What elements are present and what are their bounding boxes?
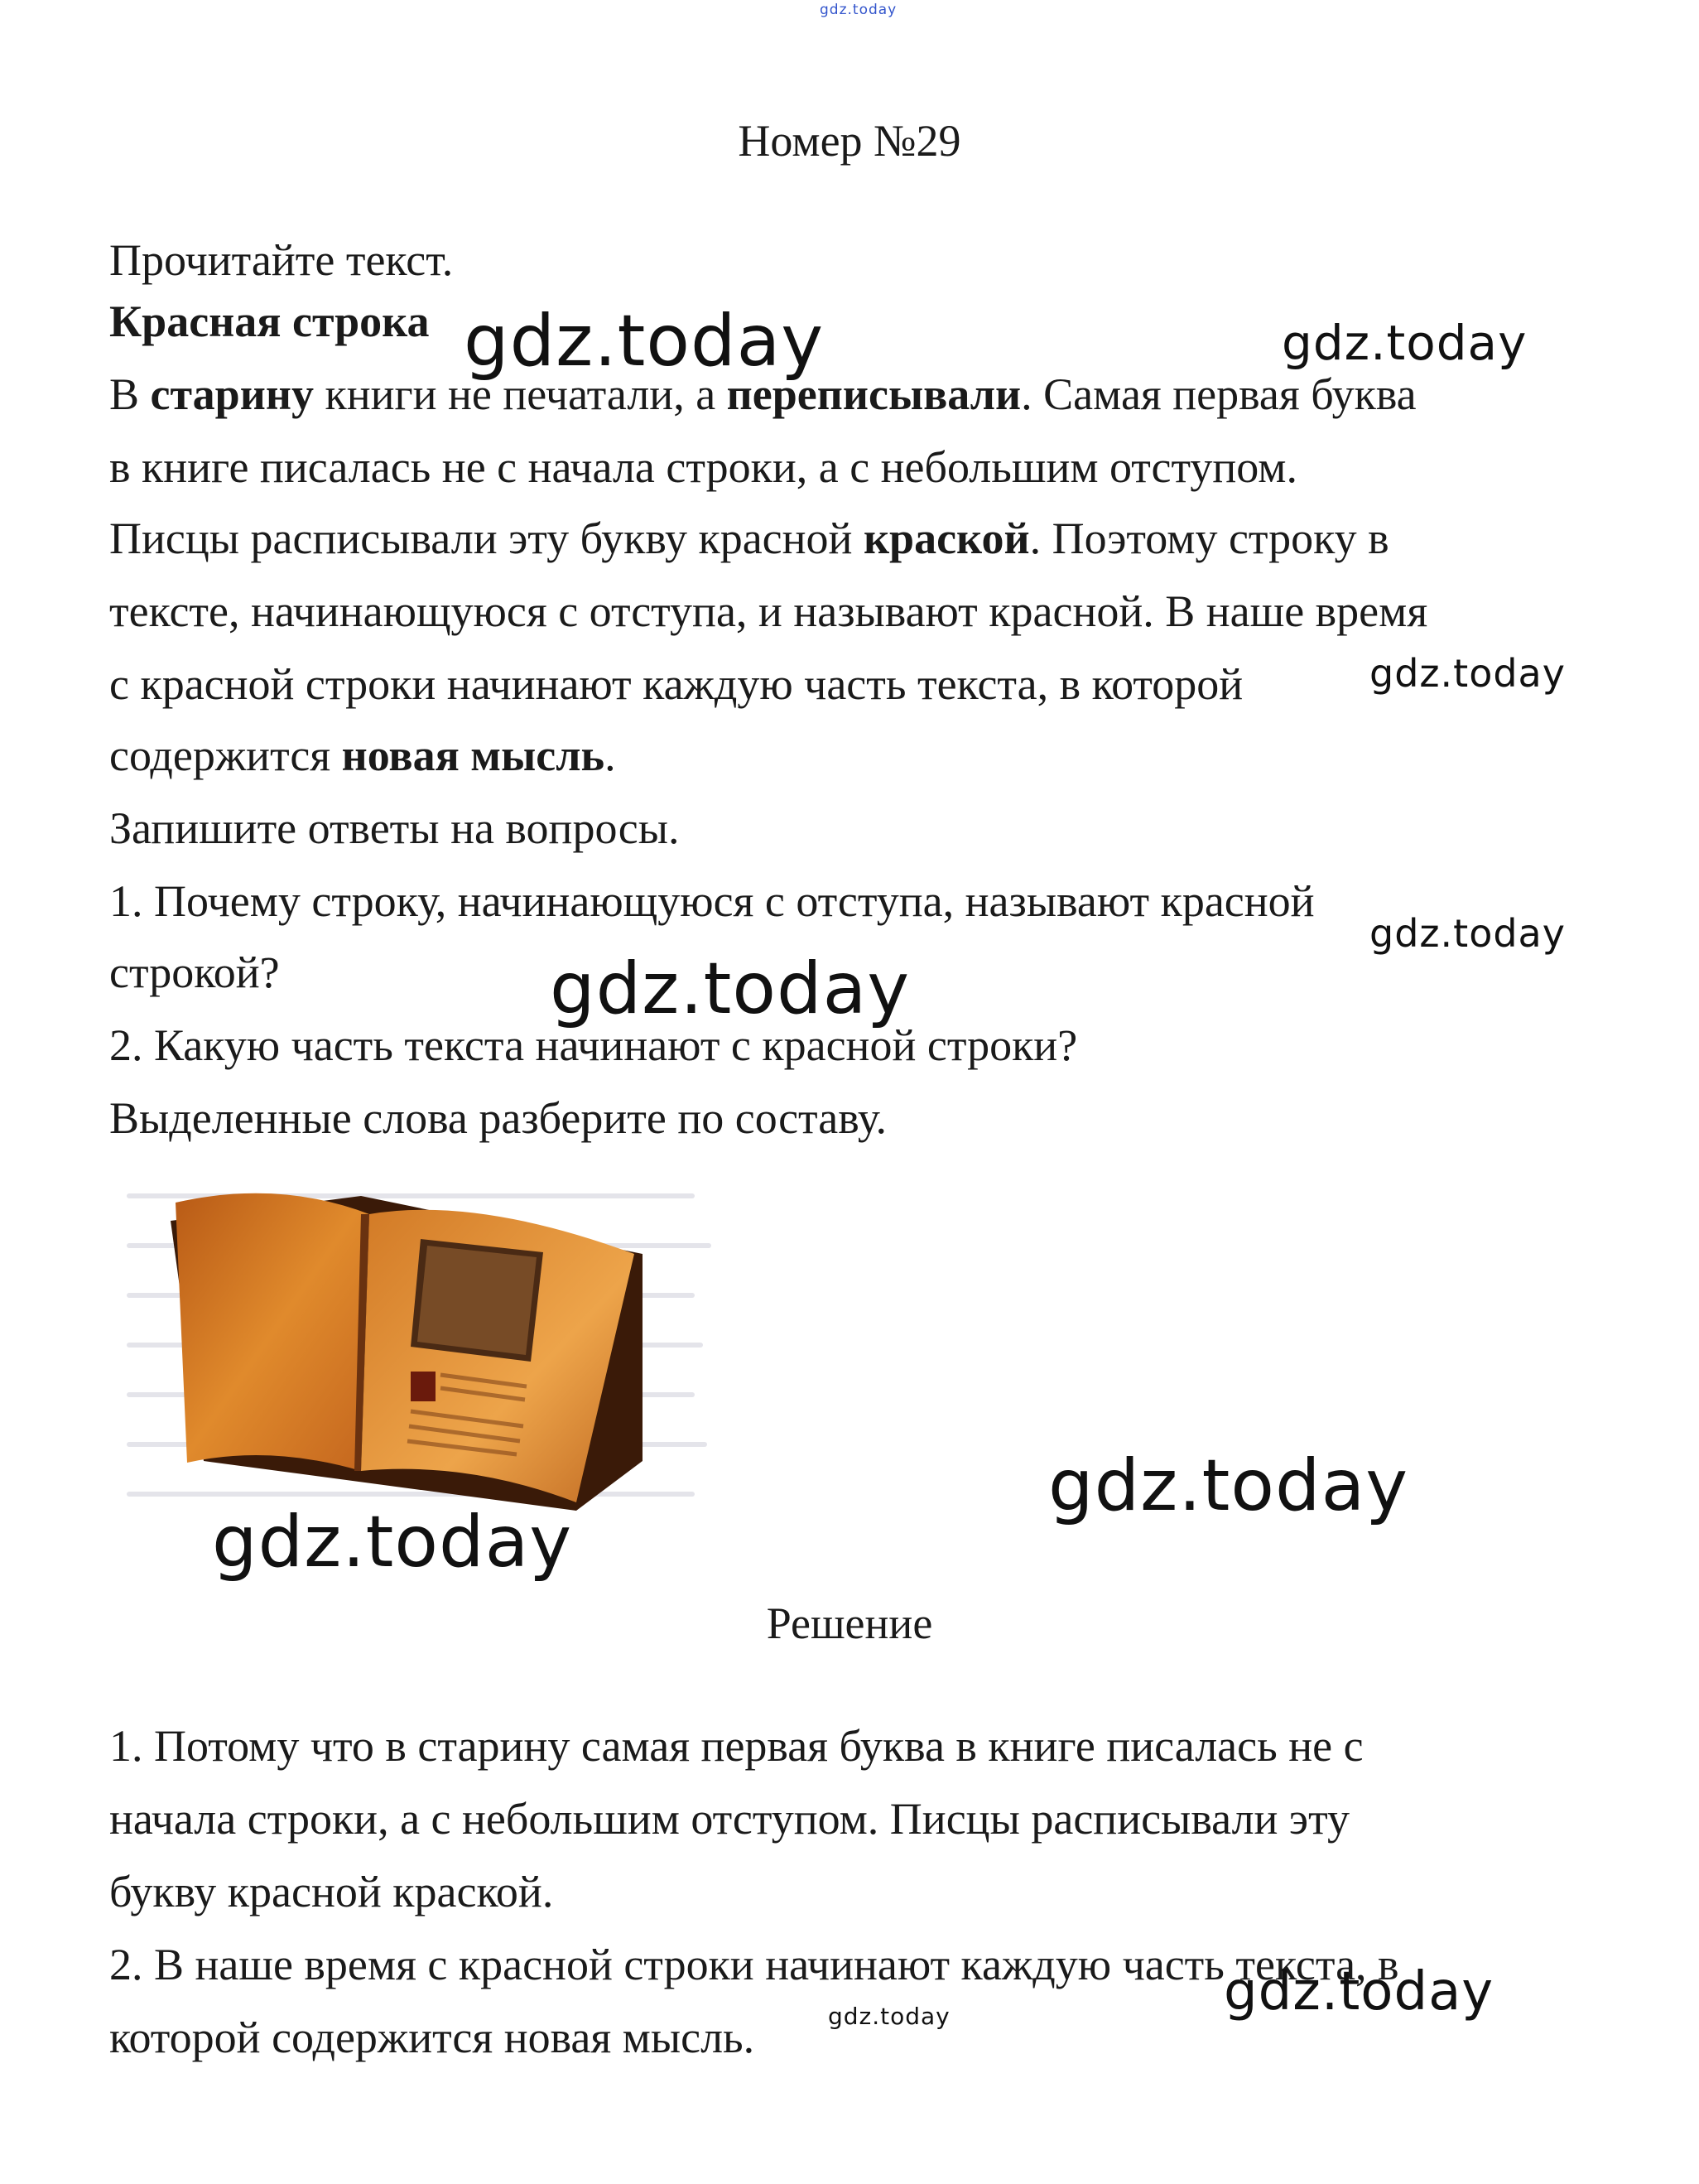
text-line-2: в книге писалась не с начала строки, а с небольшим отступом. (109, 442, 1297, 492)
watermark: gdz.today (828, 2003, 951, 2030)
question-2: 2. Какую часть текста начинают с красной строки? (109, 1020, 1078, 1070)
watermark: gdz.today (1369, 911, 1566, 956)
answer-1-line-1: 1. Потому что в старину самая первая буква в книге писалась не с (109, 1721, 1364, 1771)
text-title: Красная строка (109, 297, 430, 346)
text-line-5: с красной строки начинают каждую часть текста, в которой (109, 659, 1244, 709)
highlight-word: новая мысль (341, 730, 605, 780)
watermark: gdz.today (550, 947, 911, 1030)
watermark: gdz.today (1282, 315, 1528, 371)
watermark: gdz.today (212, 1501, 573, 1584)
question-3: Выделенные слова разберите по составу. (109, 1093, 888, 1143)
watermark-top: gdz.today (820, 2, 898, 18)
text-fragment: В (109, 369, 151, 419)
page-title: Номер №29 (738, 116, 961, 166)
text-fragment: Писцы расписывали эту букву красной (109, 513, 864, 563)
answer-2-line-1: 2. В наше время с красной строки начинают каждую часть текста, в (109, 1940, 1399, 1989)
text-line-3 (109, 502, 1389, 575)
old-book-image (113, 1163, 712, 1521)
text-line-6 (109, 719, 616, 792)
text-line-4: тексте, начинающуюся с отступа, и называют красной. В наше время (109, 586, 1428, 636)
text-fragment: книги не печатали, а (313, 369, 727, 419)
highlight-word: краской (863, 513, 1030, 563)
watermark: gdz.today (464, 300, 825, 383)
watermark: gdz.today (1048, 1444, 1409, 1527)
question-1-line-1: 1. Почему строку, начинающуюся с отступа, называют красной (109, 876, 1315, 926)
book-illustration (113, 1163, 712, 1521)
watermark: gdz.today (1369, 651, 1566, 696)
text-fragment: . Поэтому строку в (1029, 513, 1389, 563)
text-fragment: . Самая первая буква (1021, 369, 1417, 419)
answer-1-line-2: начала строки, а с небольшим отступом. Писцы расписывали эту (109, 1794, 1350, 1844)
solution-title: Решение (766, 1598, 933, 1648)
question-1-line-2: строкой? (109, 947, 280, 997)
watermark: gdz.today (1224, 1961, 1494, 2022)
highlight-word: переписывали (726, 369, 1022, 419)
task-instruction: Прочитайте текст. (109, 235, 454, 285)
questions-intro: Запишите ответы на вопросы. (109, 803, 680, 853)
text-fragment: . (604, 730, 616, 780)
answer-1-line-3: букву красной краской. (109, 1867, 554, 1916)
answer-2-line-2: которой содержится новая мысль. (109, 2013, 755, 2062)
text-fragment: содержится (109, 730, 342, 780)
highlight-word: старину (150, 369, 314, 419)
